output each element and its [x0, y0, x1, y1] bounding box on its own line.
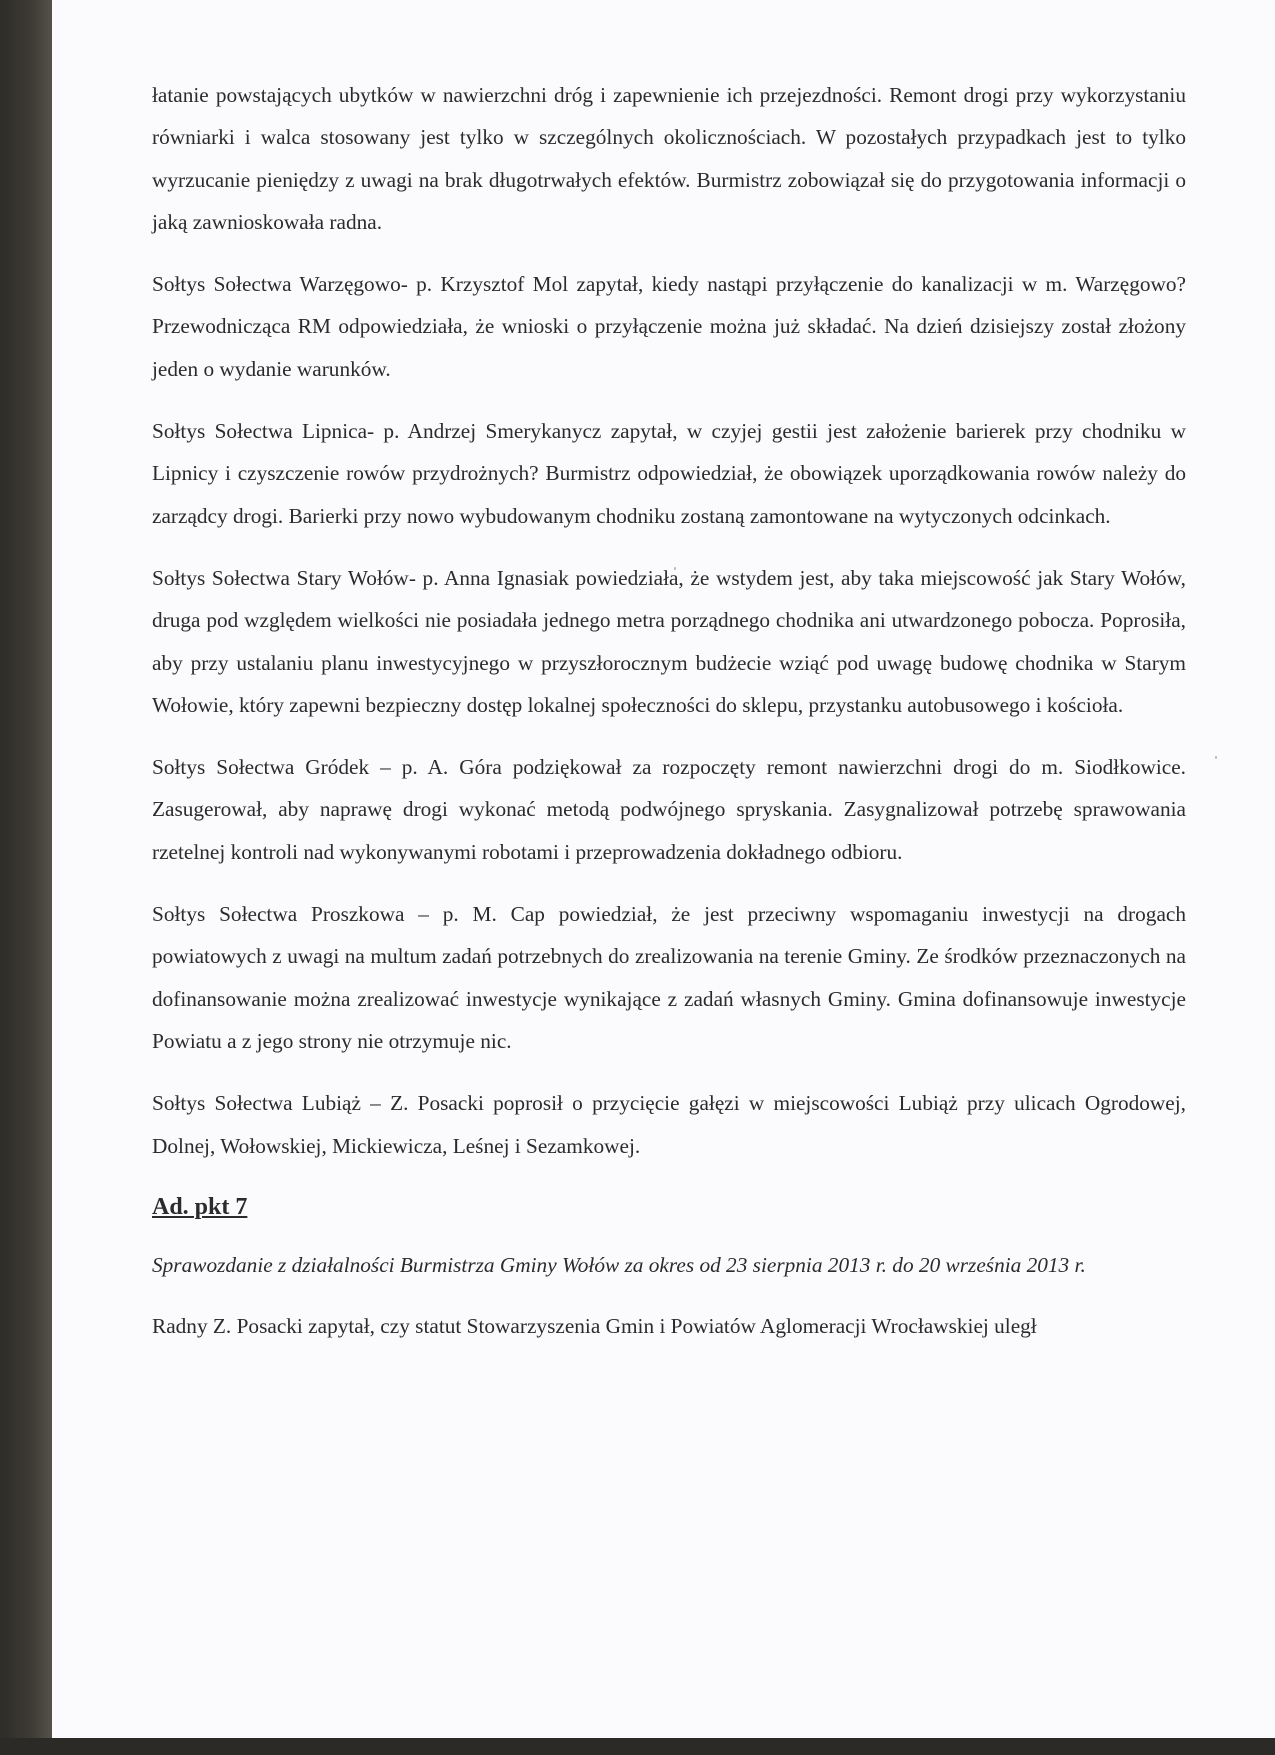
paragraph-lubiaz: Sołtys Sołectwa Lubiąż – Z. Posacki poprosił o przycięcie gałęzi w miejscowości Lubiąż przy ulicach Ogrodowej, Dolnej, Wołowskiej, Mickiewicza, Leśnej i Sezamkowej.	[152, 1091, 1186, 1158]
paragraph-posacki: Radny Z. Posacki zapytał, czy statut Stowarzyszenia Gmin i Powiatów Aglomeracji Wrocławskiej uległ	[152, 1313, 1037, 1338]
paragraph-road-repairs: łatanie powstających ubytków w nawierzchni dróg i zapewnienie ich przejezdności. Remont drogi przy wykorzystaniu równiarki i walca stosowany jest tylko w szczególnych okolicznościach. W pozostałych przypadkach jest to tylko wyrzucanie pieniędzy z uwagi na brak długotrwałych efektów. Burmistrz zobowiązał się do przygotowania informacji o jaką zawnioskowała radna.	[152, 83, 1186, 234]
paragraph-proszkowa: Sołtys Sołectwa Proszkowa – p. M. Cap powiedział, że jest przeciwny wspomaganiu inwestycji na drogach powiatowych z uwagi na multum zadań potrzebnych do zrealizowania na terenie Gminy. Ze środków przeznaczonych na dofinansowanie można zrealizować inwestycje wynikające z zadań własnych Gminy. Gmina dofinansowuje inwestycje Powiatu a z jego strony nie otrzymuje nic.	[152, 902, 1186, 1053]
scan-left-edge	[0, 0, 52, 1755]
section-heading: Ad. pkt 7	[152, 1193, 248, 1220]
paragraph-lipnica: Sołtys Sołectwa Lipnica- p. Andrzej Smerykanycz zapytał, w czyjej gestii jest założenie barierek przy chodniku w Lipnicy i czyszczenie rowów przydrożnych? Burmistrz odpowiedział, że obowiązek uporządkowania rowów należy do zarządcy drogi. Barierki przy nowo wybudowanym chodniku zostaną zamontowane na wytyczonych odcinkach.	[152, 419, 1186, 528]
paragraph-grodek: Sołtys Sołectwa Gródek – p. A. Góra podziękował za rozpoczęty remont nawierzchni drogi do m. Siodłkowice. Zasugerował, aby naprawę drogi wykonać metodą podwójnego spryskania. Zasygnalizował potrzebę sprawowania rzetelnej kontroli nad wykonywanymi robotami i przeprowadzenia dokładnego odbioru.	[152, 755, 1186, 864]
document-body	[152, 74, 1186, 1347]
paragraph-warzegowo: Sołtys Sołectwa Warzęgowo- p. Krzysztof Mol zapytał, kiedy nastąpi przyłączenie do kanalizacji w m. Warzęgowo? Przewodnicząca RM odpowiedziała, że wnioski o przyłączenie można już składać. Na dzień dzisiejszy został złożony jeden o wydanie warunków.	[152, 272, 1186, 381]
scan-speck	[1215, 756, 1217, 759]
scan-bottom-edge	[0, 1738, 1275, 1755]
report-title: Sprawozdanie z działalności Burmistrza Gminy Wołów za okres od 23 sierpnia 2013 r. do 20 września 2013 r.	[152, 1252, 1086, 1277]
paragraph-stary-wolow: Sołtys Sołectwa Stary Wołów- p. Anna Ignasiak powiedziała, że wstydem jest, aby taka miejscowość jak Stary Wołów, druga pod względem wielkości nie posiadała jednego metra porządnego chodnika ani utwardzonego pobocza. Poprosiła, aby przy ustalaniu planu inwestycyjnego w przyszłorocznym budżecie wziąć pod uwagę budowę chodnika w Starym Wołowie, który zapewni bezpieczny dostęp lokalnej społeczności do sklepu, przystanku autobusowego i kościoła.	[152, 565, 1186, 717]
